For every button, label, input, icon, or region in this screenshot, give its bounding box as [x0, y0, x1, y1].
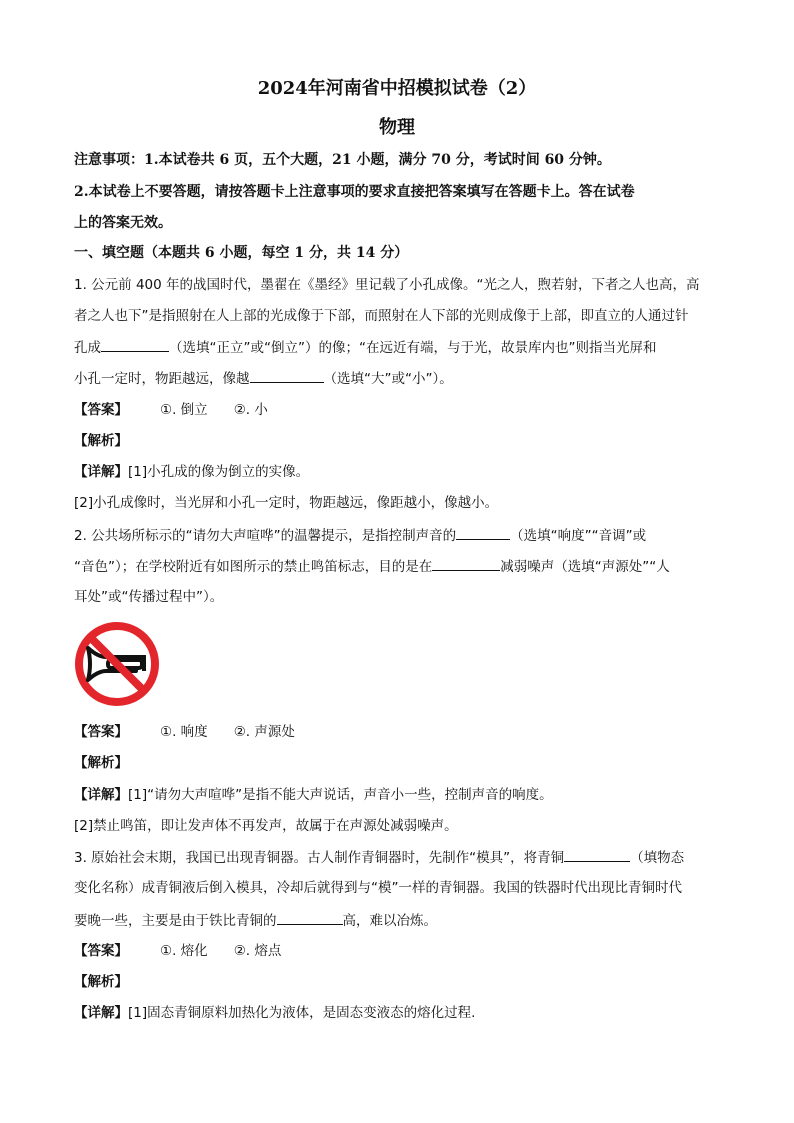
q1-detail-2: [2]小孔成像时，当光屏和小孔一定时，物距越远，像距越小，像越小。: [74, 495, 499, 511]
q3-line-3-start: 要晚一些，主要是由于铁比青铜的: [74, 913, 277, 929]
q2-line-3: 耳处”或“传播过程中”）。: [74, 589, 224, 605]
q1-answer: [74, 400, 734, 420]
q1-line-4-end: （选填“大”或“小”）。: [323, 371, 453, 387]
q3-line-1: [74, 847, 734, 868]
q3-line-1-end: （填物态: [630, 850, 685, 866]
answer-option-2: ②. 熔点: [233, 943, 282, 959]
answer-option-2: ②. 小: [233, 402, 268, 418]
q2-line-1-start: 2. 公共场所标示的“请勿大声喧哗”的温馨提示，是指控制声音的: [74, 528, 457, 544]
q1-line-1: 1. 公元前 400 年的战国时代，墨翟在《墨经》里记载了小孔成像。“光之人，煦若射，下者之人也高，高: [74, 277, 700, 293]
q1-detail-1: [74, 462, 734, 482]
section-heading: 一、填空题（本题共 6 小题，每空 1 分，共 14 分）: [74, 245, 409, 261]
q3-detail-1: [74, 1003, 734, 1023]
q3-answer: [74, 941, 734, 961]
detail-tag: 【详解】: [74, 464, 128, 480]
q2-answer: [74, 722, 734, 742]
notes-line-3: 上的答案无效。: [74, 215, 172, 231]
answer-blank: [432, 556, 500, 571]
answer-option-2: ②. 声源处: [233, 724, 295, 740]
answer-option-1: ①. 倒立: [160, 402, 208, 418]
answer-tag: 【答案】: [74, 402, 128, 418]
q1-line-2: 者之人也下”是指照射在人上部的光成像于下部，而照射在人下部的光则成像于上部，即直立的人通过针: [74, 308, 689, 324]
notes-line-1: 注意事项：1.本试卷共 6 页，五个大题，21 小题，满分 70 分，考试时间 60 分钟。: [74, 152, 611, 168]
q1-line-4: [74, 368, 734, 389]
answer-blank: [564, 847, 630, 862]
q2-line-2-end: 减弱噪声（选填“声源处”“人: [500, 559, 670, 575]
answer-option-1: ①. 响度: [160, 724, 208, 740]
q3-analysis-tag: 【解析】: [74, 974, 128, 990]
subject-title: 物理: [379, 117, 415, 138]
answer-tag: 【答案】: [74, 724, 128, 740]
answer-option-1: ①. 熔化: [160, 943, 208, 959]
answer-blank: [456, 525, 510, 540]
answer-tag: 【答案】: [74, 943, 128, 959]
answer-blank: [250, 368, 324, 383]
q1-line-3: [74, 337, 734, 358]
q3-line-1-start: 3. 原始社会末期，我国已出现青铜器。古人制作青铜器时，先制作“模具”，将青铜: [74, 850, 565, 866]
q1-line-3-end: （选填“正立”或“倒立”）的像；“在远近有端，与于光，故景库内也”则指当光屏和: [169, 340, 657, 356]
detail-text: [1]“请勿大声喧哗”是指不能大声说话，声音小一些，控制声音的响度。: [128, 787, 553, 803]
answer-blank: [277, 910, 343, 925]
answer-blank: [101, 337, 169, 352]
no-honking-sign: [74, 621, 160, 707]
q3-line-2: 变化名称）成青铜液后倒入模具，冷却后就得到与“模”一样的青铜器。我国的铁器时代出现比青铜时代: [74, 880, 682, 896]
q2-line-2-start: “音色”）；在学校附近有如图所示的禁止鸣笛标志，目的是在: [74, 559, 433, 575]
detail-tag: 【详解】: [74, 1005, 128, 1021]
q2-detail-2: [2]禁止鸣笛，即让发声体不再发声，故属于在声源处减弱噪声。: [74, 818, 458, 834]
q3-line-3: [74, 910, 734, 931]
detail-text: [1]小孔成的像为倒立的实像。: [128, 464, 310, 480]
q2-detail-1: [74, 785, 734, 805]
detail-tag: 【详解】: [74, 787, 128, 803]
q2-line-1: [74, 525, 734, 546]
q1-line-3-start: 孔成: [74, 340, 101, 356]
notes-line-2: 2.本试卷上不要答题，请按答题卡上注意事项的要求直接把答案填写在答题卡上。答在试卷: [74, 184, 635, 200]
detail-text: [1]固态青铜原料加热化为液体，是固态变液态的熔化过程.: [128, 1005, 476, 1021]
q2-line-2: [74, 556, 734, 577]
q2-analysis-tag: 【解析】: [74, 755, 128, 771]
q1-analysis-tag: 【解析】: [74, 433, 128, 449]
q3-line-3-end: 高，难以冶炼。: [342, 913, 437, 929]
exam-title: 2024年河南省中招模拟试卷（2）: [257, 78, 537, 99]
q2-line-1-end: （选填“响度”“音调”或: [510, 528, 647, 544]
q1-line-4-start: 小孔一定时，物距越远，像越: [74, 371, 250, 387]
